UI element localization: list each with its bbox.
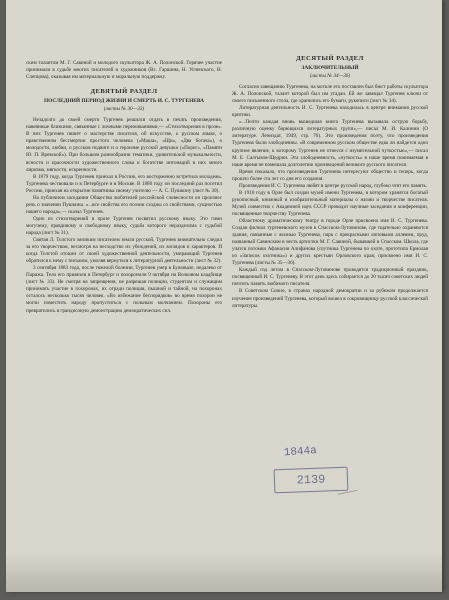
paragraph: Областному драматическому театру в городе Орле присвоено имя И. С. Тургенева. Создан филиал тургеневского музея в Спасском-Лутовинове, где тщательно охраняются здания, связанные с жизнью Тургенева, парк с прекрасными липовыми аллеями, пруд, названный Савинским в честь артистки М. Г. Савиной, бывавшей в Спасском. Школа, где учатся потомки Афанасия Алифанова (спутника Тургенева по охоте, прототипа Ермолая из «Записок охотника») и других крестьян Орловского края, присвоено имя И. С. Тургенева (листы № 35—36).: [232, 217, 428, 267]
paragraph: На публичном заседании Общества любителей российской словесности он произнес речь о значении Пушкина. «...все свойства его поэзии сходны со свойствами, сущностью нашего народа»,— сказал Тургенев.: [26, 194, 222, 215]
section-sheets-ninth: (листы № 30—33): [103, 106, 145, 113]
paragraph: В 1879 году, когда Тургенев приехал в Россию, его восторженно встретила молодежь. Тургенева чествовали и в Петербурге и в Москве. В 1880 году он последний раз посетил Россию, приехав на открытие памятника своему учителю — А. С. Пушкину (лист № 30).: [26, 173, 222, 194]
paragraph: «...Почти каждая вновь вышедшая книга Тургенева вызывала острую борьбу, различную оценку борющихся литературных групп»,— писал М. И. Калинин (О литературе. Лениздат, 1949, стр. 76). Это произведения поэту, что произведения Тургенева были злободневны. «В современном русском обществе едва ли найдется одно крупное явление, к которому Тургенев не отнесся с изумительной чуткостью»,— писал М. Е. Салтыков-Щедрин. Эта злободневность, «чуткость» в наше время понимаемая в наше время не помешала долголетию произведений великого русского писателя.: [232, 119, 428, 168]
document-page: [6, 0, 442, 592]
section-subtitle-ninth: ПОСЛЕДНИЙ ПЕРИОД ЖИЗНИ И СМЕРТЬ И. С. ТУРГЕНЕВА: [43, 98, 205, 105]
pencil-mark: [335, 476, 358, 495]
section-title-tenth: ДЕСЯТЫЙ РАЗДЕЛ: [296, 55, 364, 62]
intro-paragraph: ским талантом М. Г. Савиной и молодого скульптора Ж. А. Полонской. Горячее участие принимали в судьбе многих писателей и художников (Вс. Гаршина, Н. Успенского, Н. Слепцова), оказывая им материальную и моральную поддержку.: [26, 60, 222, 81]
paragraph: Время показало, что произведения Тургенева интересуют общество и теперь, когда прошло более ста лет со дня его создания.: [232, 168, 428, 182]
section-sheets-tenth: (листы № 34—36): [309, 73, 351, 80]
library-stamp: 2139: [274, 467, 349, 494]
paragraph: Произведения И. С. Тургенева любят в центре русской народ, глубоко чтят его память.: [239, 182, 428, 189]
paragraph: Согласно завещанию Тургенева, на могиле его поставлен был бюст работы скульптора Ж. А. Полонской, талант которой был им угадан. Ей же завещал Тургенев ключи от своего письменного стола, где хранились его бумаги, рукописи (лист № 34).: [232, 84, 428, 105]
section-title-ninth: ДЕВЯТЫЙ РАЗДЕЛ: [90, 88, 158, 96]
paragraph: В Советском Союзе, в странах народной демократии и за рубежом продолжается изучение произведений Тургенева, который вошел в сокровищницу русской классической литературы.: [232, 288, 428, 309]
section-subtitle-tenth: ЗАКЛЮЧИТЕЛЬНЫЙ: [301, 65, 359, 72]
paragraph: В 1918 году в Орле был создан музей имени Тургенева, в котором хранятся богатый рукописный, книжный и изобразительный материалы о жизни и творчестве писателя. Музей совместно с Академией наук СССР проводит научные заседания и конференции, посвященные творчеству Тургенева.: [232, 189, 428, 217]
paragraph: 3 сентября 1883 года, после тяжелой болезни, Тургенев умер в Буживале, недалеко от Парижа. Тело его привезли в Петербург и похоронили 9 октября на Волковом кладбище (лист № 33). Не смотря на запрещения, не разрешая полиции, студентам и служащим принимать участие в похоронах, их огради полиция, пышной и тайной, на похоронах осталось несколько тысяч человек. «Во избежание беспорядков» во время похорон не могли поместить народу пропуститься с польным молчанием. Похороны его превратились в грандиозную демонстрацию демократических сил.: [26, 265, 222, 314]
left-column: [26, 60, 222, 315]
handwritten-number: 1844а: [283, 445, 318, 460]
paragraph: Каждый год летом в Спасском-Лутовинове проводятся традиционный праздник, посвященный И. С. Тургеневу. В этот день здесь собирается до 20 тысяч советских людей почтить память любимого писателя.: [232, 267, 428, 288]
paragraph: Святая Л. Толстого великим писателем земли русской, Тургенев внимательно следил за его творчеством, несмотря на несходство их убеждений, их взглядов и характеров. И когда Толстой отошел от своей художественной деятельности, умирающий Тургенев обратился к нему с письмом, умоляя вернуться к литературной деятельности (лист № 32).: [26, 237, 222, 265]
paragraph: Литературная деятельность И. С. Тургенева находилась в центре внимания русской критики.: [232, 105, 428, 119]
paragraph: Незадолго до своей смерти Тургенев решился отдать в печать произведения, навеянные близкими, связанные с личными переживаниями,— «Стихотворения в прозе». В них Тургенев пишет о мастерстве писателя, об искусстве, о русском языке, о нравственном бессмертии простого человека («Маша», «Щи», «Два богача»), о молодости, любви, о русском подвиге и о героизме русской девушки («Порог», «Памяти Ю. П. Вревской»). При большом разнообразии тематики, удивительной музыкальности, ясности и красочности художественного слова и богатстве интонаций в них много лиризма, мягкости, искренности.: [26, 117, 222, 173]
paragraph: Одно из стихотворений в прозе Тургенев посвятил русскому языку. Это гимн могучему, правдивому и свободному языку, судьба которого неразделима с судьбой народа (лист № 31).: [26, 215, 222, 236]
right-column: [232, 55, 428, 310]
